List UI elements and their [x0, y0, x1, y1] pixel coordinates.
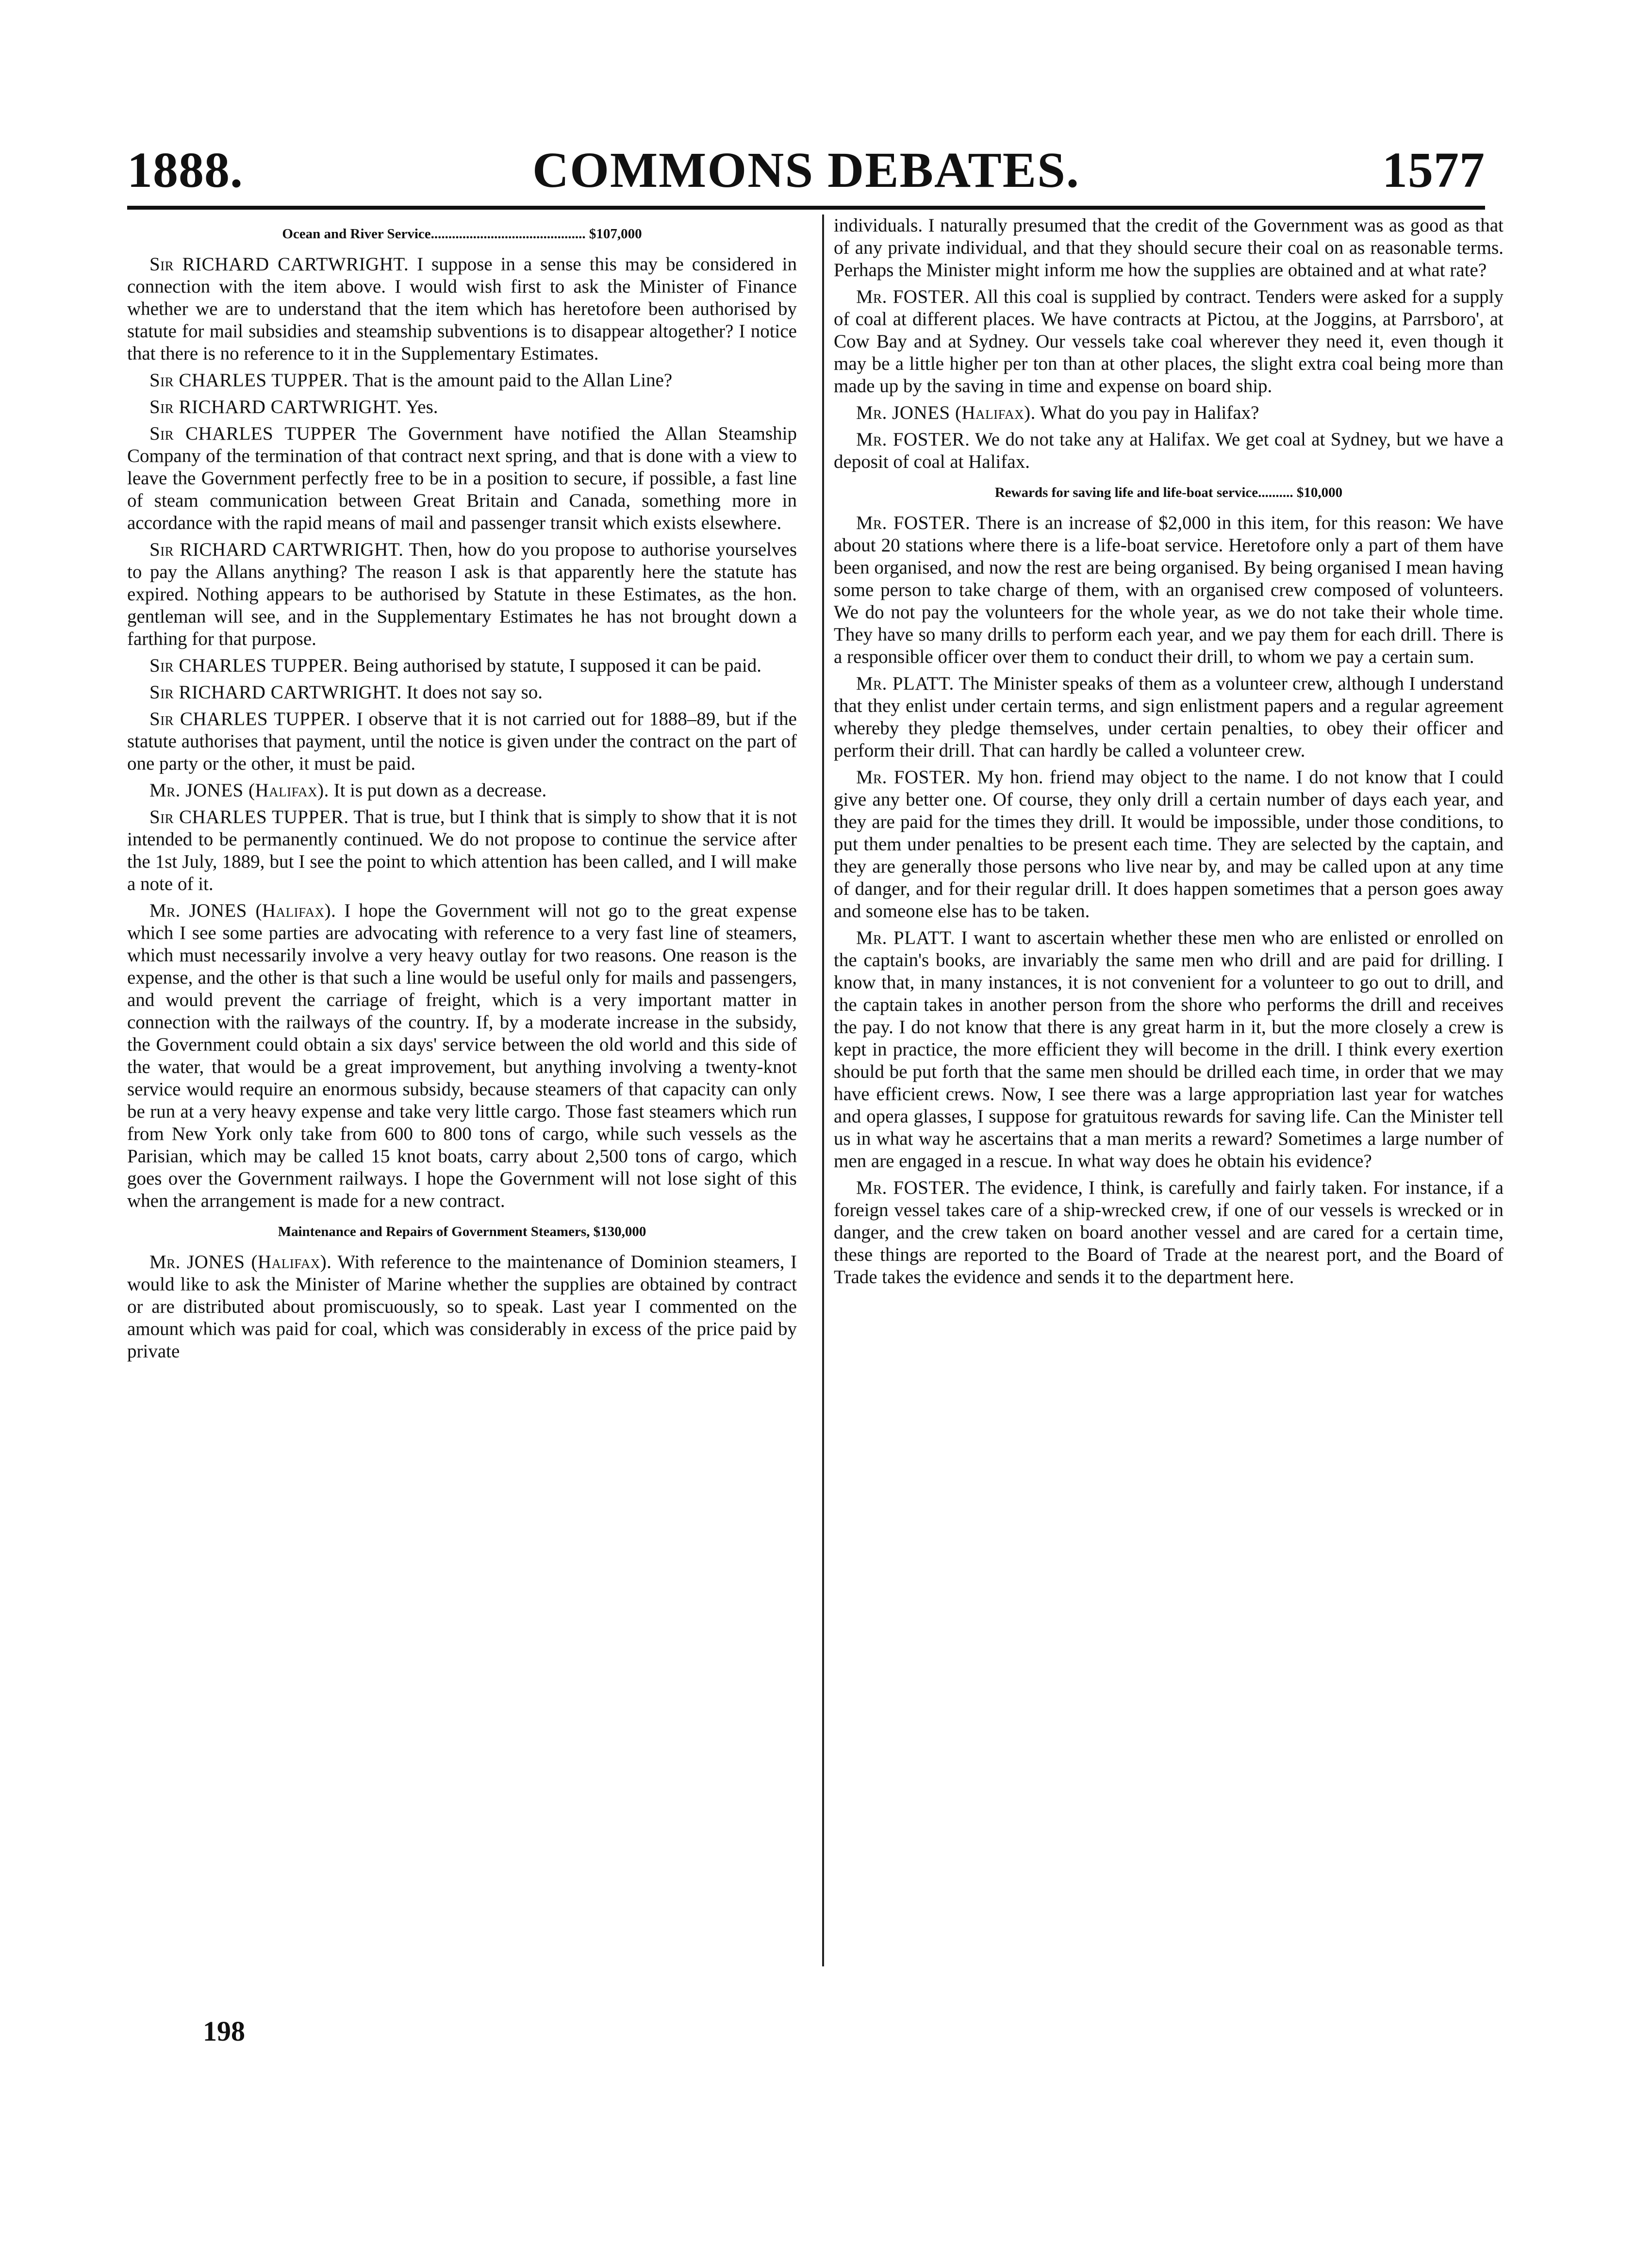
speech-text: individuals. I naturally presumed that the credit of the Government was as good as that of any private individual, and that they should secure their coal on as reasonable terms. Perhaps the Minister might inform me how the supplies are obtained and at what rate? — [834, 215, 1503, 280]
header-title: COMMONS DEBATES. — [532, 142, 1080, 198]
speaker-name: Mr. JONES (Halifax). — [149, 900, 336, 921]
speaker-name: Sir CHARLES TUPPER. — [149, 370, 348, 391]
header-page-number: 1577 — [1382, 142, 1485, 198]
speech-paragraph — [127, 539, 797, 650]
speech-text: I want to ascertain whether these men who are enlisted or enrolled on the captain's books, are invariably the same men who drill and are paid for drilling. I know that, in many instances, it is not convenient for a volunteer to go out to drill, and the captain takes in another person from the shore who performs the drill and receives the pay. I do not know that there is any great harm in it, but the more closely a crew is kept in practice, the more efficient they will become in the drill. I think every exertion should be put forth that the same men should be drilled each time, in order that we may have efficient crews. Now, I see there was a large appropriation last year for watches and opera glasses, I suppose for gratuitous rewards for saving life. Can the Minister tell us in what way he ascertains that a man merits a reward? Sometimes a large number of men are engaged in a rescue. In what way does he obtain his evidence? — [834, 927, 1503, 1171]
speech-text: It does not say so. — [401, 682, 543, 703]
column-divider — [822, 214, 824, 1966]
speaker-name: Mr. FOSTER. — [856, 512, 971, 533]
left-column — [127, 214, 797, 2073]
speech-paragraph — [834, 766, 1503, 923]
speaker-name: Mr. PLATT. — [856, 673, 954, 694]
speech-text: Yes. — [401, 396, 438, 417]
header-rule — [127, 206, 1485, 210]
page-header — [127, 139, 1485, 207]
speech-paragraph — [127, 1251, 797, 1363]
speech-text: With reference to the maintenance of Dominion steamers, I would like to ask the Minister of Marine whether the supplies are obtained by contract or are distributed about promiscuously, so to speak. Last year I commented on the amount which was paid for coal, which was considerably in excess of the price paid by private — [127, 1252, 797, 1362]
speaker-name: Sir CHARLES TUPPER. — [149, 807, 349, 827]
speech-text: That is true, but I think that is simply to show that it is not intended to be permanently continued. We do not propose to continue the service after the 1st July, 1889, but I see the point to which attention has been called, and I will make a note of it. — [127, 807, 797, 894]
speech-text: All this coal is supplied by contract. Tenders were asked for a supply of coal at different places. We have contracts at Pictou, at the Joggins, at Parrsboro', at Cow Bay and at Sydney. Our vessels take coal wherever they need it, even though it may be a little higher per ton than at other places, the slight extra coal being more than made up by the saving in time and expense on board ship. — [834, 286, 1503, 396]
speech-text: I observe that it is not carried out for 1888–89, but if the statute authorises that payment, until the notice is given under the contract on the part of one party or the other, it must be paid. — [127, 709, 797, 774]
speech-paragraph — [127, 900, 797, 1212]
continued-paragraph — [834, 214, 1503, 281]
speech-paragraph — [127, 396, 797, 418]
speech-text: The Government have notified the Allan Steamship Company of the termination of that contract next spring, and that is done with a view to leave the Government perfectly free to be in a position to secure, if possible, a fast line of steam communication between Great Britain and Canada, something more in accordance with the rapid means of mail and passenger transit which exists elsewhere. — [127, 423, 797, 533]
speech-text: We do not take any at Halifax. We get coal at Sydney, but we have a deposit of coal at Halifax. — [834, 429, 1503, 472]
speaker-name: Mr. FOSTER. — [856, 1177, 970, 1198]
speech-paragraph — [127, 681, 797, 704]
speaker-name: Mr. FOSTER. — [856, 429, 970, 450]
speech-text: There is an increase of $2,000 in this item, for this reason: We have about 20 stations where there is a life-boat service. Heretofore only a part of them have been organised, and now the rest are being organised. By being organised I mean having some person to take charge of them, with an organised crew composed of volunteers. We do not pay the volunteers for the whole year, as we do not take their whole time. They have so many drills to perform each year, and we pay them for each drill. There is a responsible officer over them to conduct their drill, to whom we pay a certain sum. — [834, 512, 1503, 667]
speech-paragraph — [127, 423, 797, 534]
speaker-name: Sir RICHARD CARTWRIGHT. — [149, 682, 402, 703]
speech-text: I hope the Government will not go to the great expense which I see some parties are advocating with reference to a very fast line of steamers, which must necessarily involve a very heavy outlay for two reasons. One reason is the expense, and the other is that such a line would be useful only for mails and passengers, and would prevent the carriage of freight, which is a very important matter in connection with the railways of the country. If, by a moderate increase in the subsidy, the Government could obtain a six days' service between the old world and this side of the water, that would be a great improvement, but anything involving a twenty-knot service would require an enormous subsidy, because steamers of that capacity can only be run at a very heavy expense and take very little cargo. Those fast steamers which run from New York only take from 600 to 800 tons of cargo, while such vessels as the Parisian, which may be called 15 knot boats, carry about 2,500 tons of cargo, which goes over the Government railways. I hope the Government will not lose sight of this when the arrangement is made for a new contract. — [127, 900, 797, 1211]
speaker-name: Mr. JONES (Halifax). — [149, 780, 329, 801]
right-column — [834, 214, 1503, 2073]
speech-text: That is the amount paid to the Allan Line? — [348, 370, 673, 391]
speech-text: My hon. friend may object to the name. I do not know that I could give any better one. Of course, they only drill a certain number of days each year, and they are paid for the times they drill. It would be impossible, under those conditions, to put them under penalties to be present each time. They are selected by the captain, and they are generally those persons who live near by, and may be called upon at any time of danger, and for their regular drill. It does happen sometimes that a person goes away and someone else has to be taken. — [834, 767, 1503, 922]
estimate-item-heading: Ocean and River Service............................................ $107,000 — [282, 226, 642, 242]
speech-paragraph — [834, 927, 1503, 1172]
estimate-item-heading: Maintenance and Repairs of Government Steamers, $130,000 — [278, 1224, 646, 1239]
speech-text: The Minister speaks of them as a volunteer crew, although I understand that they enlist under certain terms, and sign enlistment papers and a regular agreement whereby they pledge themselves, under certain penalties, to obey their officer and perform their drill. That can hardly be called a volunteer crew. — [834, 673, 1503, 761]
speaker-name: Sir CHARLES TUPPER — [149, 423, 357, 444]
speech-paragraph — [834, 402, 1503, 424]
estimate-item-heading: Rewards for saving life and life-boat service.......... $10,000 — [994, 485, 1343, 500]
header-year: 1888. — [127, 142, 243, 198]
speech-paragraph — [127, 369, 797, 392]
speaker-name: Sir RICHARD CARTWRIGHT. — [149, 539, 404, 560]
speech-paragraph — [127, 253, 797, 365]
speech-text: What do you pay in Halifax? — [1035, 402, 1259, 423]
speech-text: Then, how do you propose to authorise yourselves to pay the Allans anything? The reason I ask is that apparently here the statute has expired. Nothing appears to be authorised by Statute in these Estimates, as the hon. gentleman will see, and in the Supplementary Estimates he has not brought down a farthing for that purpose. — [127, 539, 797, 649]
speech-text: I suppose in a sense this may be considered in connection with the item above. I would wish first to ask the Minister of Finance whether we are to understand that the item which has heretofore been authorised by statute for mail subsidies and steamship subventions is to disappear altogether? I notice that there is no reference to it in the Supplementary Estimates. — [127, 254, 797, 364]
speech-paragraph — [127, 708, 797, 775]
speaker-name: Mr. FOSTER. — [856, 286, 970, 307]
speech-paragraph — [834, 512, 1503, 668]
speaker-name: Mr. JONES (Halifax). — [856, 402, 1036, 423]
speaker-name: Sir RICHARD CARTWRIGHT. — [149, 254, 409, 275]
speaker-name: Sir CHARLES TUPPER. — [149, 655, 348, 676]
speech-paragraph — [834, 673, 1503, 762]
speech-paragraph — [127, 779, 797, 802]
speech-text: Being authorised by statute, I supposed it can be paid. — [348, 655, 761, 676]
speech-paragraph — [834, 286, 1503, 397]
speech-text: It is put down as a decrease. — [329, 780, 547, 801]
speech-text: The evidence, I think, is carefully and fairly taken. For instance, if a foreign vessel takes care of a ship-wrecked crew, if one of our vessels is wrecked or in danger, and the crew taken on board another vessel and are cared for a certain time, these things are reported to the Board of Trade at the nearest port, and the Board of Trade takes the evidence and sends it to the department here. — [834, 1177, 1503, 1287]
speaker-name: Mr. PLATT. — [856, 927, 955, 948]
speech-paragraph — [127, 806, 797, 895]
speaker-name: Sir RICHARD CARTWRIGHT. — [149, 396, 402, 417]
speech-paragraph — [834, 1177, 1503, 1288]
speaker-name: Mr. JONES (Halifax). — [149, 1252, 332, 1272]
speech-paragraph — [834, 429, 1503, 473]
speaker-name: Sir CHARLES TUPPER. — [149, 709, 351, 729]
speaker-name: Mr. FOSTER. — [856, 767, 971, 788]
speech-paragraph — [127, 655, 797, 677]
page-folio: 198 — [203, 2015, 245, 2047]
